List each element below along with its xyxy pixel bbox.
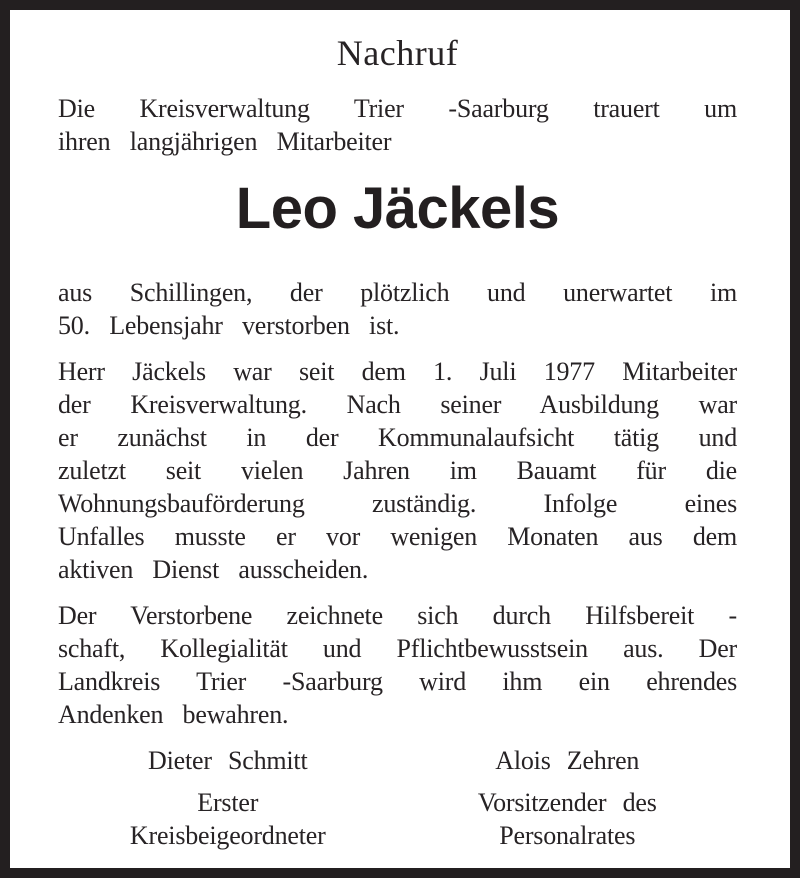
signatory-role-line: Personalrates <box>499 821 636 850</box>
career-line: aktiven Dienst ausscheiden. <box>58 555 369 584</box>
signatory-name: Dieter Schmitt <box>148 746 308 775</box>
career-line: der Kreisverwaltung. Nach seiner Ausbildung war <box>58 390 737 419</box>
intro-paragraph <box>58 92 737 158</box>
tribute-paragraph <box>58 599 737 731</box>
signature-block <box>58 744 737 852</box>
career-line: zuletzt seit vielen Jahren im Bauamt für die <box>58 456 737 485</box>
tribute-line: schaft, Kollegialität und Pflichtbewusstsein aus. Der <box>58 634 737 663</box>
intro-line: Die Kreisverwaltung Trier -Saarburg trauert um <box>58 94 737 123</box>
tribute-line: Andenken bewahren. <box>58 700 289 729</box>
tribute-line: Der Verstorbene zeichnete sich durch Hilfsbereit - <box>58 601 737 630</box>
death-line: 50. Lebensjahr verstorben ist. <box>58 311 400 340</box>
tribute-line: Landkreis Trier -Saarburg wird ihm ein ehrendes <box>58 667 737 696</box>
notice-header: Nachruf <box>336 33 459 73</box>
signatory-role-line: Kreisbeigeordneter <box>129 821 326 850</box>
career-line: Herr Jäckels war seit dem 1. Juli 1977 Mitarbeiter <box>58 357 737 386</box>
career-line: Wohnungsbauförderung zuständig. Infolge eines <box>58 489 737 518</box>
deceased-name: Leo Jäckels <box>235 176 560 241</box>
death-paragraph <box>58 276 737 342</box>
signatory-role <box>58 786 398 852</box>
signatory-role-line: Erster <box>197 788 259 817</box>
notice-content <box>10 32 790 878</box>
signature-right <box>398 744 738 852</box>
career-paragraph <box>58 355 737 586</box>
signatory-name: Alois Zehren <box>495 746 640 775</box>
career-line: Unfalles musste er vor wenigen Monaten aus dem <box>58 522 737 551</box>
signatory-role <box>398 786 738 852</box>
career-line: er zunächst in der Kommunalaufsicht tätig und <box>58 423 737 452</box>
signature-left <box>58 744 398 852</box>
intro-line: ihren langjährigen Mitarbeiter <box>58 127 392 156</box>
death-line: aus Schillingen, der plötzlich und unerwartet im <box>58 278 737 307</box>
signatory-role-line: Vorsitzender des <box>477 788 657 817</box>
